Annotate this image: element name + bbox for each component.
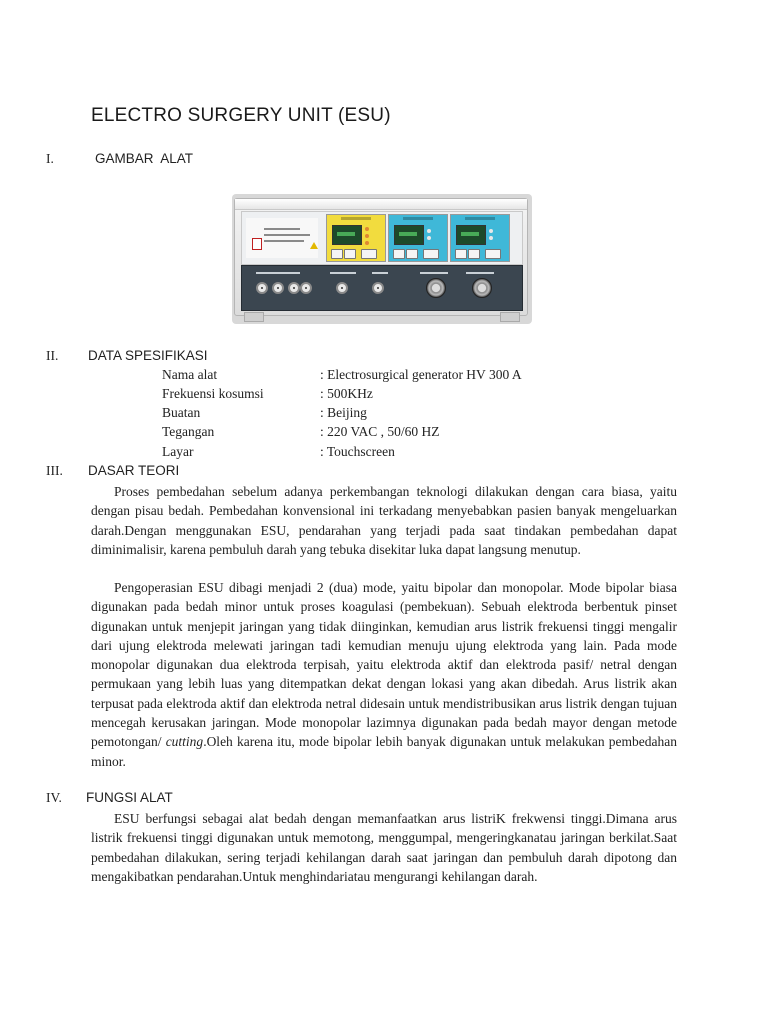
section-number-3: III. xyxy=(46,463,63,478)
spec-value: : 220 VAC , 50/60 HZ xyxy=(320,424,440,439)
section-heading-gambar: GAMBAR ALAT xyxy=(95,151,194,166)
section-heading-teori: DASAR TEORI xyxy=(88,463,180,478)
spec-label: Layar xyxy=(162,444,194,459)
section-heading-spesifikasi: DATA SPESIFIKASI xyxy=(88,348,208,363)
teori-paragraph-1: Proses pembedahan sebelum adanya perkembangan teknologi dilakukan dengan cara biasa, yaitu dengan pisau bedah. Pembedahan konvensional ini terkadang menyebabkan pasien banyak mengeluarkan darah.Dengan menggunakan ESU, pendarahan yang terjadi pada saat tindakan pembedahan dapat diminimalisir, karena pembuluh darah yang tebuka disekitar luka dapat langsung menutup. xyxy=(91,484,677,557)
spec-value: : 500KHz xyxy=(320,386,373,401)
section-number-4: IV. xyxy=(46,790,62,805)
section-number-2: II. xyxy=(46,348,59,363)
spec-value: : Beijing xyxy=(320,405,367,420)
spec-label: Nama alat xyxy=(162,367,218,382)
spec-label: Frekuensi kosumsi xyxy=(162,386,264,401)
spec-label: Buatan xyxy=(162,405,201,420)
teori-paragraph-2-end: .Oleh karena itu, mode bipolar lebih banyak digunakan untuk melakukan pembedahan minor. xyxy=(91,734,677,769)
section-heading-fungsi: FUNGSI ALAT xyxy=(86,790,173,805)
teori-paragraph-2 xyxy=(91,578,677,771)
section-number-1: I. xyxy=(46,151,54,166)
spec-label: Tegangan xyxy=(162,424,215,439)
esu-device-image xyxy=(228,190,540,330)
page-title: ELECTRO SURGERY UNIT (ESU) xyxy=(91,105,391,126)
teori-cutting-term: cutting xyxy=(165,734,204,750)
spec-value: : Electrosurgical generator HV 300 A xyxy=(320,367,522,382)
spec-value: : Touchscreen xyxy=(320,444,395,459)
fungsi-paragraph: ESU berfungsi sebagai alat bedah dengan memanfaatkan arus listriK frekwensi tinggi.Dimana arus listrik frekuensi tinggi digunakan untuk memotong, menggumpal, mengeringkanatau jaringan berkilat.Saat pembedahan dilakukan, sering terjadi kehilangan darah saat jaringan dan pembuluh darah dipotong dan mengakibatkan pendarahan.Untuk menghindariatau mengurangi kehilangan darah. xyxy=(91,811,677,884)
teori-paragraph-2-text: Pengoperasian ESU dibagi menjadi 2 (dua) mode, yaitu bipolar dan monopolar. Mode bipolar biasa digunakan pada bedah minor untuk proses koagulasi (pembekuan). Sebuah elektroda berbentuk pinset digunakan untuk menjepit jaringan yang tidak diinginkan, kemudian arus listrik frekuensi tinggi mengalir dari ujung elektroda melewati jaringan tadi kemudian menuju ujung elektroda yang lain. Pada mode monopolar digunakan dua elektroda terpisah, yaitu elektroda aktif dan elektroda pasif/ netral dengan permukaan yang lebih luas yang ditempatkan dekat dengan lokasi yang akan dibedah. Arus listrik akan terpusat pada elektroda aktif dan elektroda netral didesain untuk mendistribusikan arus listrik dengan tujuan mencegah kerusakan jaringan. Mode monopolar lazimnya digunakan pada bedah mayor dengan metode pemotongan/ xyxy=(91,580,677,750)
